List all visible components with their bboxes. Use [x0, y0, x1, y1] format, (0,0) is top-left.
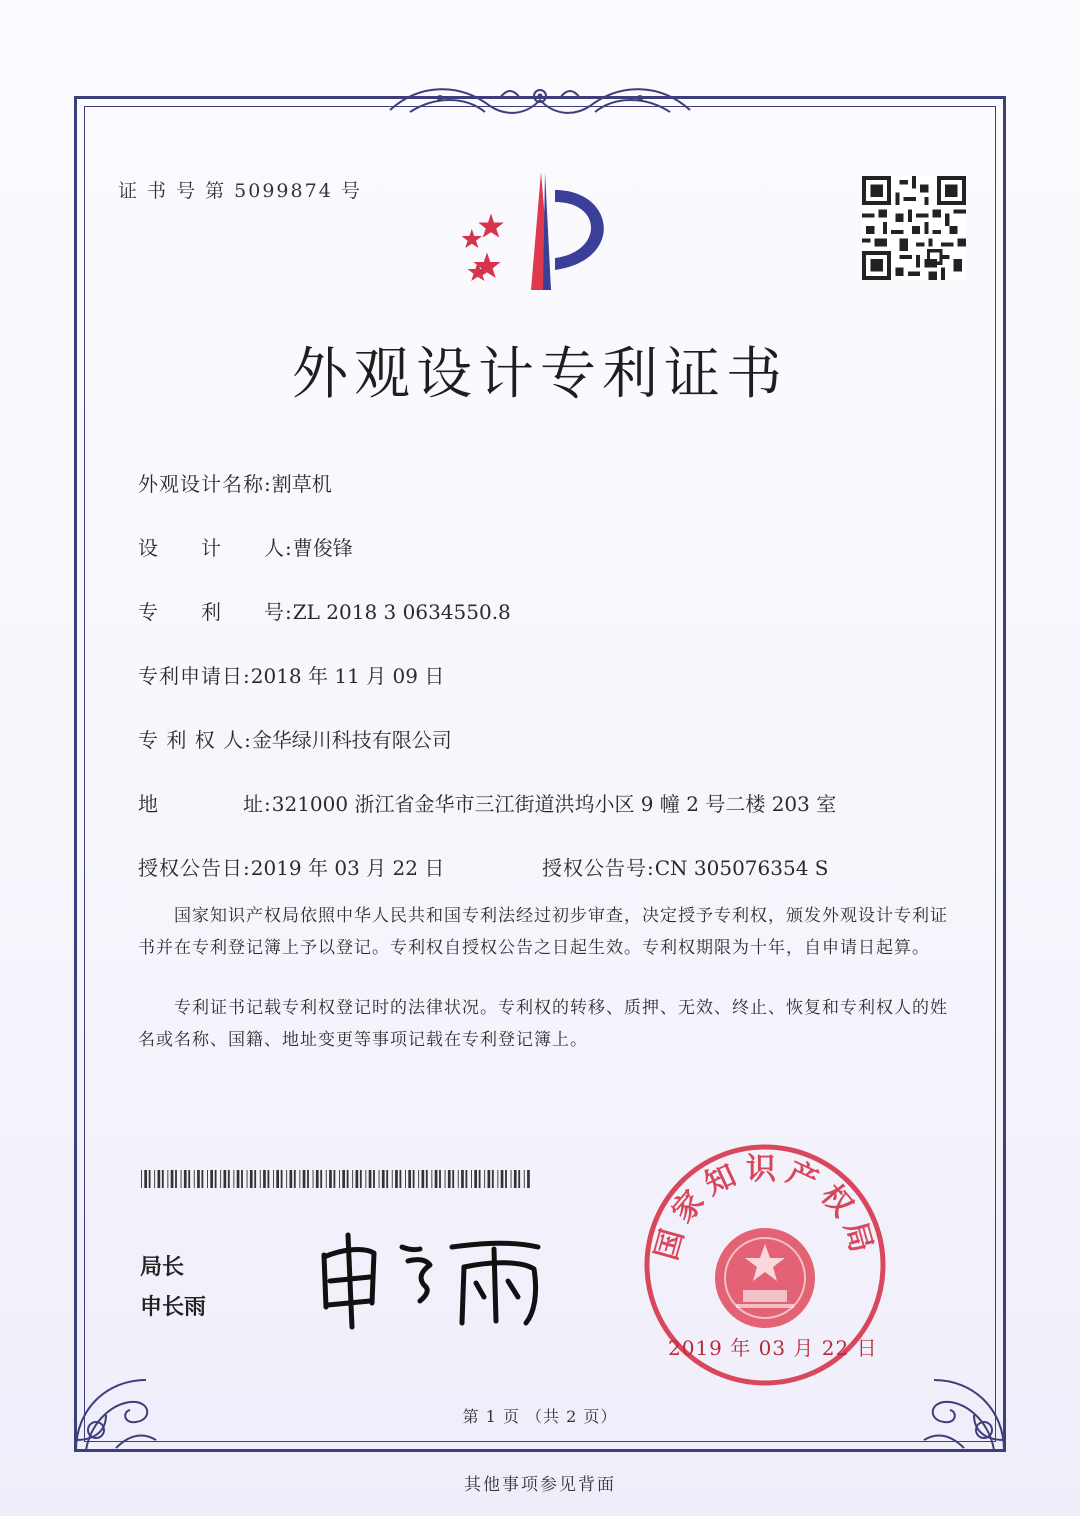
application-date-label: 专利申请日:: [138, 664, 251, 688]
seal-ring-text: 国家知识产权局: [649, 1152, 881, 1264]
grant-date-field: [138, 852, 444, 881]
designer-field: [138, 532, 353, 561]
patent-office-emblem-icon: [455, 170, 635, 300]
certificate-number: 证 书 号 第 5099874 号: [118, 180, 362, 202]
seal-date: 2019 年 03 月 22 日: [668, 1336, 878, 1360]
body-paragraph-2: 专利证书记载专利权登记时的法律状况。专利权的转移、质押、无效、终止、恢复和专利权人的姓名或名称、国籍、地址变更等事项记载在专利登记簿上。: [138, 998, 948, 1050]
address-label: 地 址:: [138, 792, 272, 816]
page-indicator: 第 1 页 （共 2 页）: [462, 1407, 618, 1426]
barcode-icon: [141, 1170, 531, 1188]
grant-number-value: CN 305076354 S: [654, 856, 829, 880]
application-date-value: 2018 年 11 月 09 日: [250, 664, 445, 688]
patentee-value: 金华绿川科技有限公司: [251, 728, 452, 752]
director-title: 局长: [140, 1255, 185, 1280]
grant-date-label: 授权公告日:: [138, 856, 251, 880]
designer-label: 设 计 人:: [138, 536, 293, 560]
bottom-left-ornament-icon: [66, 1340, 186, 1460]
qr-code-icon: [862, 176, 966, 280]
grant-number-field: [542, 852, 829, 881]
grant-date-value: 2019 年 03 月 22 日: [250, 856, 445, 880]
design-name-value: 割草机: [271, 472, 332, 496]
body-paragraph-1: 国家知识产权局依照中华人民共和国专利法经过初步审查，决定授予专利权，颁发外观设计专利证书并在专利登记簿上予以登记。专利权自授权公告之日起生效。专利权期限为十年，自申请日起算。: [138, 906, 948, 958]
application-date-field: [138, 660, 444, 689]
patent-number-label: 专 利 号:: [138, 600, 293, 624]
patentee-field: [138, 724, 452, 753]
patentee-label: 专 利 权 人:: [138, 728, 252, 752]
patent-number-value: ZL 2018 3 0634550.8: [292, 600, 511, 624]
director-name: 申长雨: [140, 1295, 207, 1320]
address-field: [138, 788, 836, 817]
top-ornament-icon: [380, 78, 700, 128]
address-value: 321000 浙江省金华市三江街道洪坞小区 9 幢 2 号二楼 203 室: [271, 792, 837, 816]
design-name-label: 外观设计名称:: [138, 472, 272, 496]
designer-value: 曹俊锋: [292, 536, 353, 560]
patent-number-field: [138, 596, 511, 625]
bottom-right-ornament-icon: [894, 1340, 1014, 1460]
grant-number-label: 授权公告号:: [542, 856, 655, 880]
footer-note: 其他事项参见背面: [464, 1475, 616, 1495]
director-signature-icon: [312, 1225, 552, 1335]
design-name-field: [138, 468, 332, 497]
certificate-title: 外观设计专利证书: [292, 342, 788, 407]
